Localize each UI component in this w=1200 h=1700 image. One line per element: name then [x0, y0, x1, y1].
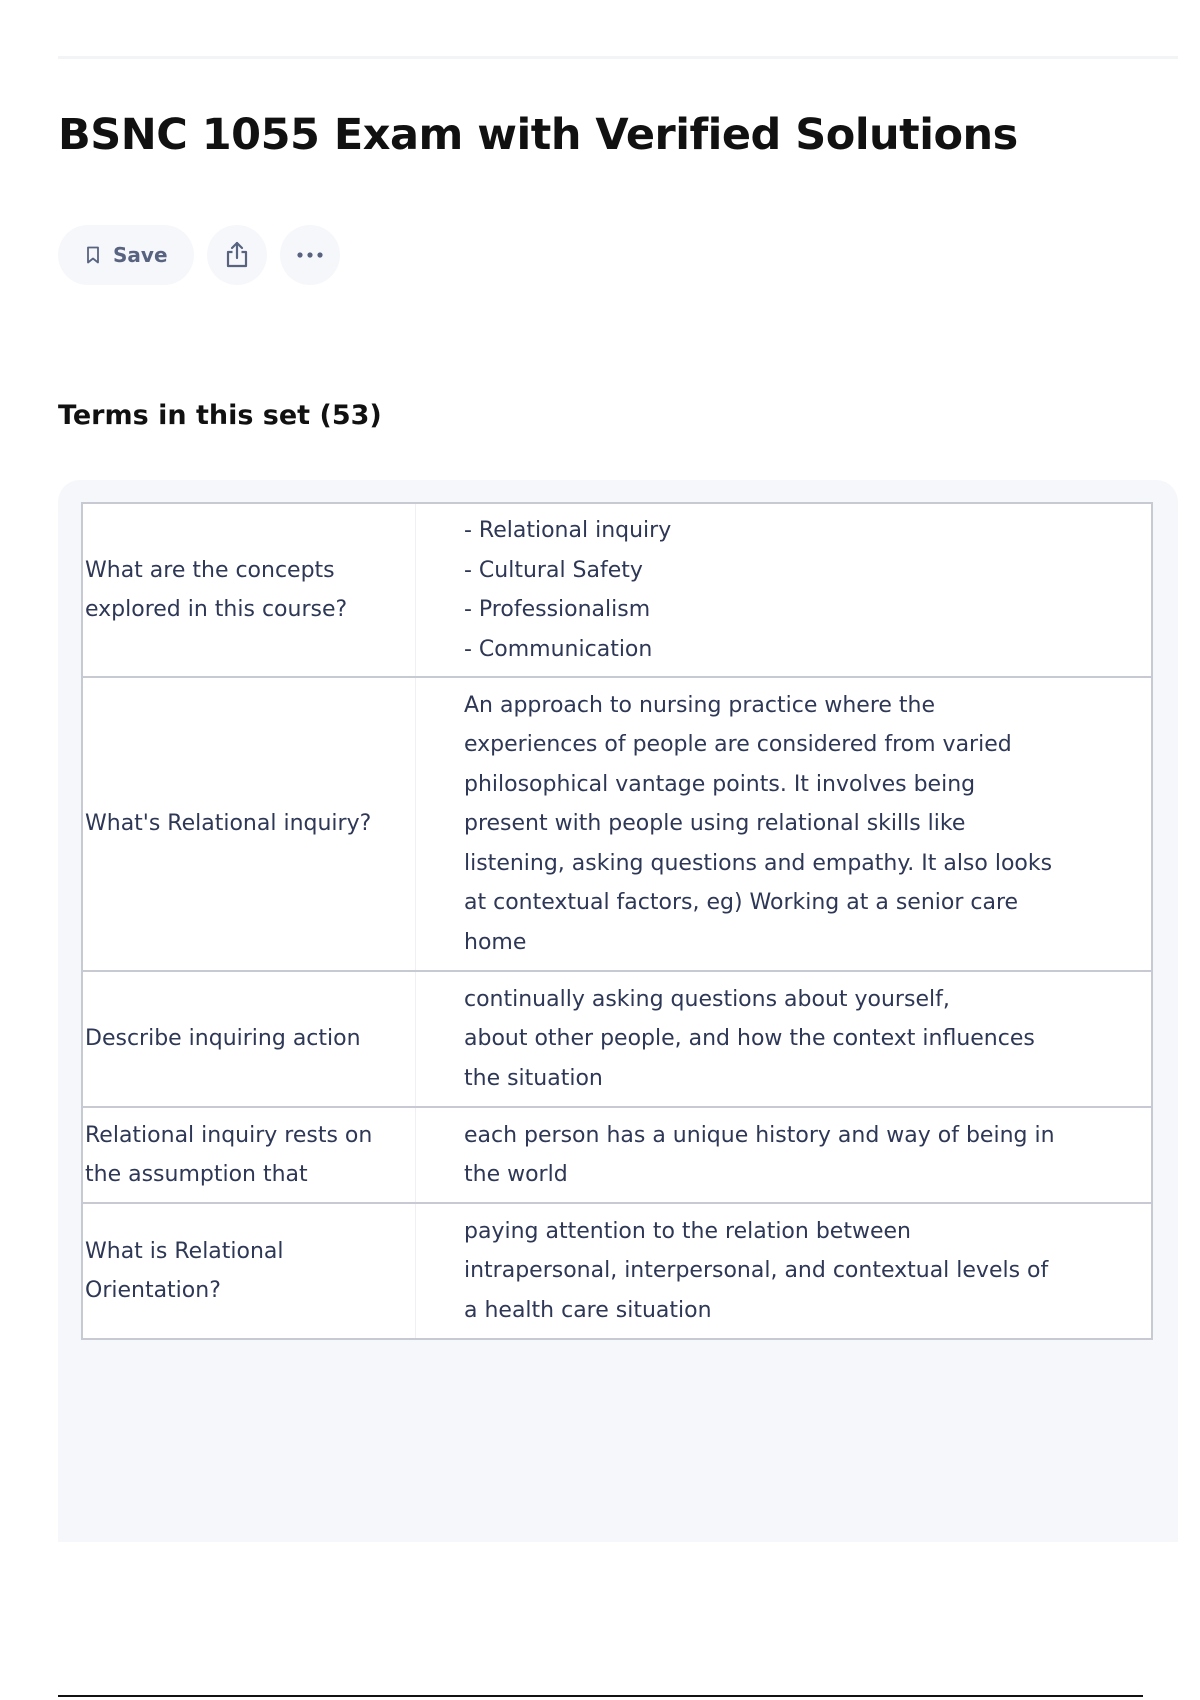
table-row [82, 971, 1152, 1107]
definition-line: philosophical vantage points. It involves being [464, 771, 976, 797]
definition-line: intrapersonal, interpersonal, and contextual levels of [464, 1258, 1049, 1284]
definition-line: the situation [464, 1065, 603, 1091]
definition-line: a health care situation [464, 1297, 712, 1323]
definition-line: each person has a unique history and way of being in [464, 1122, 1055, 1148]
definition-cell [416, 503, 1153, 677]
top-divider [58, 56, 1178, 59]
action-bar [58, 225, 340, 285]
more-options-button[interactable] [280, 225, 340, 285]
definition-line: paying attention to the relation between [464, 1218, 911, 1244]
definition-line: - Professionalism [464, 597, 651, 622]
terms-table [81, 502, 1153, 1340]
definition-line: home [464, 929, 527, 955]
bookmark-icon [86, 246, 100, 264]
definition-line: - Communication [464, 636, 653, 662]
definition-line: the world [464, 1162, 568, 1187]
definition-cell [416, 677, 1153, 971]
table-row [82, 677, 1152, 971]
term-cell: What are the concepts explored in this course? [82, 503, 416, 677]
table-row [82, 1203, 1152, 1339]
definition-line: continually asking questions about yourself, [464, 986, 950, 1012]
more-icon [296, 251, 324, 259]
definition-cell [416, 1107, 1153, 1203]
definition-line: at contextual factors, eg) Working at a senior care [464, 890, 1019, 916]
terms-section-title: Terms in this set (53) [58, 400, 382, 431]
definition-line: experiences of people are considered from varied [464, 732, 1012, 758]
table-row [82, 503, 1152, 677]
definition-cell [416, 1203, 1153, 1339]
table-row [82, 1107, 1152, 1203]
save-label: Save [113, 243, 168, 267]
page-title: BSNC 1055 Exam with Verified Solutions [58, 110, 1018, 160]
definition-cell [416, 971, 1153, 1107]
term-cell: Relational inquiry rests on the assumption that [82, 1107, 416, 1203]
share-button[interactable] [207, 225, 267, 285]
definition-line: - Cultural Safety [464, 557, 643, 583]
term-cell: Describe inquiring action [82, 971, 416, 1107]
definition-line: - Relational inquiry [464, 518, 672, 543]
bottom-divider [58, 1695, 1143, 1697]
definition-line: listening, asking questions and empathy. It also looks [464, 850, 1053, 876]
definition-line: An approach to nursing practice where the [464, 692, 936, 718]
share-icon [224, 241, 250, 269]
term-cell: What is Relational Orientation? [82, 1203, 416, 1339]
term-cell: What's Relational inquiry? [82, 677, 416, 971]
save-button[interactable] [58, 225, 194, 285]
definition-line: present with people using relational skills like [464, 811, 966, 837]
definition-line: about other people, and how the context influences [464, 1026, 1035, 1052]
